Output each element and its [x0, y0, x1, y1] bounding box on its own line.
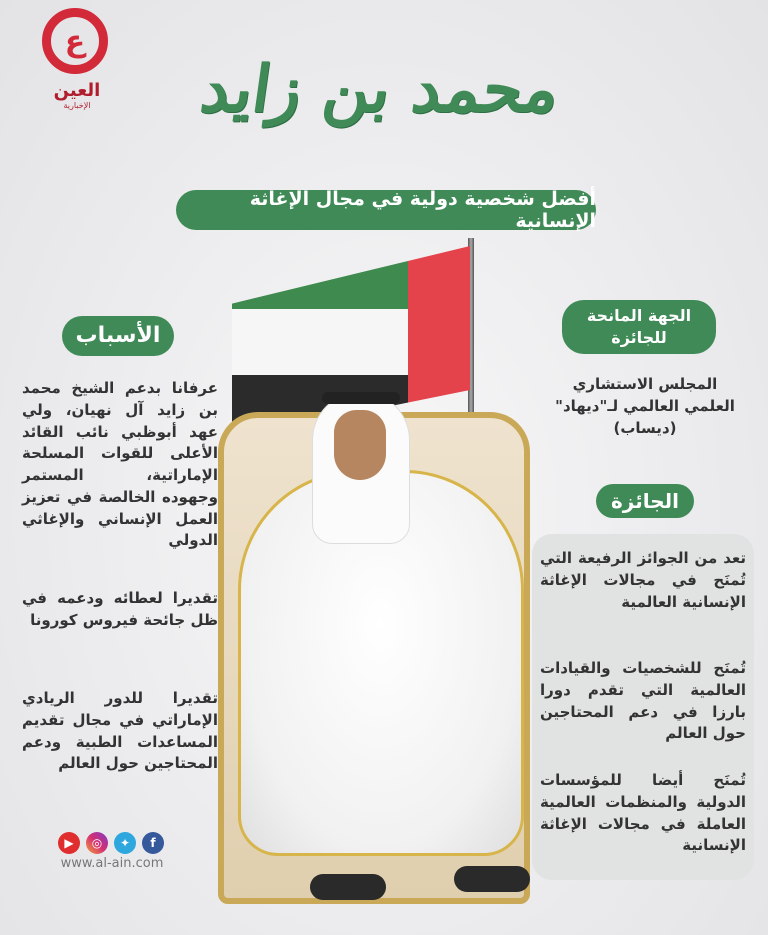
grantor-text: المجلس الاستشاري العلمي العالمي لـ"ديهاد" (ديساب) — [555, 375, 735, 437]
reason-item: تقديرا للدور الريادي الإماراتي في مجال تقديم المساعدات الطبية ودعم المحتاجين حول العالم — [22, 689, 218, 773]
page-title: محمد بن زايد — [196, 52, 564, 127]
youtube-icon[interactable]: ▶ — [58, 832, 80, 854]
agal-shape — [322, 392, 400, 404]
al-ain-logo-icon: ع — [42, 8, 108, 74]
face-shape — [334, 410, 386, 480]
award-item: تُمنَح للشخصيات والقيادات العالمية التي تقدم دورا بارزا في دعم المحتاجين حول العالم — [540, 659, 746, 743]
instagram-icon[interactable]: ◎ — [86, 832, 108, 854]
logo-subtitle: الإخبارية — [63, 101, 91, 110]
award-item: تُمنَح أيضا للمؤسسات الدولية والمنظمات العالمية العاملة في مجالات الإغاثة الإنسانية — [540, 771, 746, 855]
facebook-icon[interactable]: f — [142, 832, 164, 854]
reason-item: عرفانا بدعم الشيخ محمد بن زايد آل نهيان، ولي عهد أبوظبي نائب القائد الأعلى للقوات المسلحة الإماراتية، المستمر وجهوده الخالصة في تعزيز العمل الإنساني والإغاثي الدولي — [22, 379, 218, 550]
grantor-heading: الجهة المانحة للجائزة — [562, 300, 716, 354]
twitter-icon[interactable]: ✦ — [114, 832, 136, 854]
sandal-right — [454, 866, 530, 892]
website-link[interactable]: www.al-ain.com — [60, 856, 164, 871]
reasons-heading: الأسباب — [62, 316, 174, 356]
award-item: تعد من الجوائز الرفيعة التي تُمنَح في مجالات الإغاثة الإنسانية العالمية — [540, 549, 746, 611]
subtitle-banner: أفضل شخصية دولية في مجال الإغاثة الإنسانية — [176, 190, 596, 230]
reason-item: تقديرا لعطائه ودعمه في ظل جائحة فيروس كورونا — [22, 589, 218, 629]
award-heading: الجائزة — [596, 484, 694, 518]
sandal-left — [310, 874, 386, 900]
logo-wordmark: العين — [53, 80, 101, 101]
